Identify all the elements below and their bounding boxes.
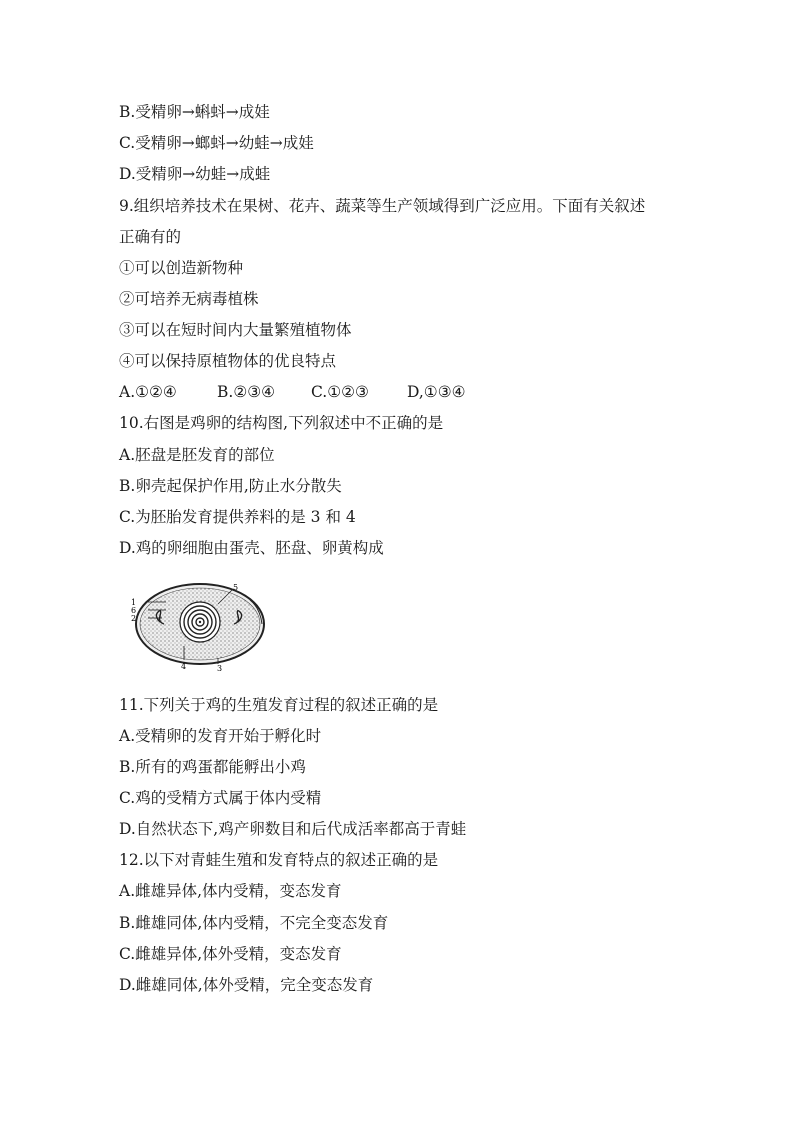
figure-label-4: 4 (181, 662, 187, 671)
q8-option-c: C.受精卵→螂蚪→幼蛙→成娃 (119, 134, 314, 152)
q11-option-b: B.所有的鸡蛋都能孵出小鸡 (119, 758, 306, 776)
figure-label-3: 3 (217, 664, 223, 672)
q11-option-a: A.受精卵的发育开始于孵化时 (119, 727, 322, 745)
q10-option-b: B.卵壳起保护作用,防止水分散失 (119, 477, 342, 495)
q11-stem: 11.下列关于鸡的生殖发育过程的叙述正确的是 (119, 696, 439, 714)
q9-option-b: B.②③④ (217, 383, 276, 401)
q12-stem: 12.以下对青蛙生殖和发育特点的叙述正确的是 (119, 851, 439, 869)
q9-option-d: D,①③④ (407, 383, 466, 401)
q9-option-a: A.①②④ (119, 383, 177, 401)
q9-stem-line-2: 正确有的 (119, 228, 182, 246)
q11-option-c: C.鸡的受精方式属于体内受精 (119, 789, 322, 807)
q9-option-c: C.①②③ (311, 383, 369, 401)
q9-options (119, 382, 466, 402)
q10-option-a: A.胚盘是胚发育的部位 (119, 446, 275, 464)
q10-option-c: C.为胚胎发育提供养料的是 3 和 4 (119, 508, 356, 526)
figure-label-5: 5 (233, 583, 239, 592)
q12-option-c: C.雌雄异体,体外受精，变态发育 (119, 945, 342, 963)
q11-option-d: D.自然状态下,鸡产卵数目和后代成活率都高于青蛙 (119, 820, 467, 838)
q9-stem-line-1: 9.组织培养技术在果树、花卉、蔬菜等生产领域得到广泛应用。下面有关叙述 (119, 197, 646, 215)
figure-label-6: 6 (131, 606, 137, 615)
q9-statement-3: ③可以在短时间内大量繁殖植物体 (119, 321, 352, 339)
q12-option-d: D.雌雄同体,体外受精，完全变态发育 (119, 976, 374, 994)
q9-statement-4: ④可以保持原植物体的优良特点 (119, 352, 337, 370)
egg-structure-figure (120, 580, 272, 672)
q12-option-a: A.雌雄异体,体内受精，变态发育 (119, 882, 342, 900)
q9-statement-1: ①可以创造新物种 (119, 259, 244, 277)
q12-option-b: B.雌雄同体,体内受精，不完全变态发育 (119, 914, 389, 932)
q9-statement-2: ②可培养无病毒植株 (119, 290, 259, 308)
figure-label-2: 2 (131, 614, 137, 623)
figure-label-1: 1 (131, 598, 137, 607)
q8-option-d: D.受精卵→幼蛙→成蛙 (119, 165, 271, 183)
q10-stem: 10.右图是鸡卵的结构图,下列叙述中不正确的是 (119, 414, 444, 432)
q10-option-d: D.鸡的卵细胞由蛋壳、胚盘、卵黄构成 (119, 539, 384, 557)
q8-option-b: B.受精卵→蝌蚪→成娃 (119, 103, 270, 121)
